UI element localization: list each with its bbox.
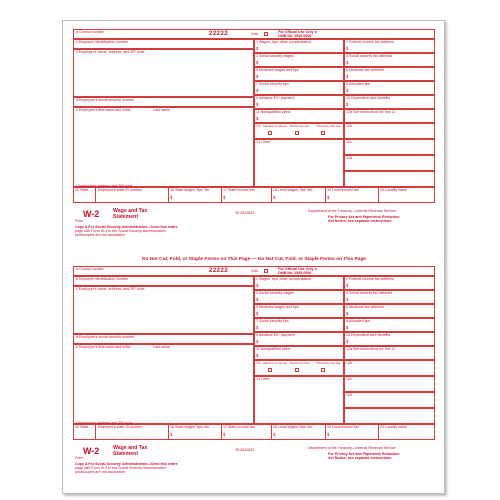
box-20-label: 20 Locality name bbox=[380, 425, 408, 429]
dollar-sign: $ bbox=[256, 74, 259, 79]
box-4-label: 4 Social security tax withheld bbox=[346, 291, 393, 295]
box-12a-label: 12a See instructions for box 12 bbox=[346, 110, 396, 114]
form-catalog-number: 39-2610822 bbox=[235, 211, 255, 215]
dollar-sign: $ bbox=[327, 195, 330, 200]
dollar-sign: $ bbox=[346, 283, 349, 288]
box-12d-label: 12d bbox=[346, 156, 352, 160]
divider bbox=[325, 187, 326, 203]
box-18-label: 18 Local wages, tips, etc. bbox=[273, 188, 314, 192]
dollar-sign: $ bbox=[346, 60, 349, 65]
retirement-checkbox[interactable] bbox=[295, 368, 299, 372]
form-catalog-number: 39-2610822 bbox=[235, 448, 255, 452]
box-8-label: 8 Allocated tips bbox=[346, 319, 371, 323]
box-13-sickpay-label: Third-party sick pay bbox=[316, 124, 341, 128]
box-3-label: 3 Social security wages bbox=[256, 291, 294, 295]
divider bbox=[378, 187, 379, 203]
do-not-cut-notice: Do Not Cut, Fold, or Staple Forms on This Page — Do Not Cut, Fold, or Staple Forms on This Page bbox=[142, 257, 366, 262]
dollar-sign: $ bbox=[223, 432, 226, 437]
box-12d[interactable] bbox=[344, 392, 435, 408]
copy-a-line2: page with Form W-3 to the Social Security Administration; bbox=[75, 466, 167, 470]
privacy-notice-line1: For Privacy Act and Paperwork Reduction bbox=[328, 452, 400, 456]
box-5-label: 5 Medicare wages and tips bbox=[256, 305, 299, 309]
divider bbox=[271, 424, 272, 440]
box-12c[interactable] bbox=[344, 376, 435, 392]
box-10-label: 10 Dependent care benefits bbox=[346, 333, 391, 337]
copy-a-line3: photocopies are not acceptable. bbox=[75, 233, 126, 237]
box-1-label: 1 Wages, tips, other compensation bbox=[256, 40, 312, 44]
box-12c[interactable] bbox=[344, 139, 435, 155]
box-18-label: 18 Local wages, tips, etc. bbox=[273, 425, 314, 429]
box-12c-label: 12c bbox=[346, 140, 352, 144]
box-13-statutory-label: Statutory employee bbox=[263, 124, 288, 128]
dollar-sign: $ bbox=[223, 195, 226, 200]
dollar-sign: $ bbox=[256, 339, 259, 344]
box-12b-label: 12b bbox=[346, 361, 352, 365]
box-6-label: 6 Medicare tax withheld bbox=[346, 68, 384, 72]
sickpay-checkbox[interactable] bbox=[321, 131, 325, 135]
box-16-label: 16 State wages, tips, etc. bbox=[170, 425, 211, 429]
box-20-label: 20 Locality name bbox=[380, 188, 408, 192]
box-13-retirement-label: Retirement plan bbox=[290, 361, 310, 365]
box-e[interactable] bbox=[73, 107, 254, 187]
dollar-sign: $ bbox=[256, 325, 259, 330]
dollar-sign: $ bbox=[256, 102, 259, 107]
w2-sheet bbox=[62, 20, 445, 494]
box-14-label: 14 Other bbox=[256, 377, 270, 381]
official-use-label: For Official Use Only ► bbox=[278, 267, 319, 271]
statutory-checkbox[interactable] bbox=[268, 368, 272, 372]
box-15-state-id-label: Employer's state ID number bbox=[98, 188, 143, 192]
form-code: 22222 bbox=[209, 268, 229, 274]
dollar-sign: $ bbox=[346, 297, 349, 302]
dollar-sign: $ bbox=[256, 60, 259, 65]
box-c-label: c Employer's name, address, and ZIP code bbox=[76, 287, 145, 291]
box-e-label: e Employee's first name and initial bbox=[76, 345, 131, 349]
box-12d-label: 12d bbox=[346, 393, 352, 397]
divider bbox=[95, 187, 96, 203]
box-e[interactable] bbox=[73, 344, 254, 424]
box-a-label: a Control number bbox=[76, 267, 104, 271]
omb-number: OMB No. 1545-0008 bbox=[278, 34, 312, 38]
divider bbox=[271, 187, 272, 203]
dollar-sign: $ bbox=[346, 88, 349, 93]
form-label: Form bbox=[75, 456, 84, 460]
divider bbox=[221, 424, 222, 440]
dollar-sign: $ bbox=[346, 102, 349, 107]
privacy-notice-line1: For Privacy Act and Paperwork Reduction bbox=[328, 215, 400, 219]
box-14-label: 14 Other bbox=[256, 140, 270, 144]
void-checkbox[interactable] bbox=[264, 32, 268, 36]
box-15-label: 15 State bbox=[75, 425, 89, 429]
box-9-label: 9 Advance EIC payment bbox=[256, 96, 295, 100]
divider bbox=[95, 424, 96, 440]
form-title-line1: Wage and Tax bbox=[113, 445, 148, 451]
form-code: 22222 bbox=[209, 31, 229, 37]
box-c-label: c Employer's name, address, and ZIP code bbox=[76, 50, 145, 54]
divider bbox=[168, 424, 169, 440]
form-title-line2: Statement bbox=[113, 214, 139, 220]
privacy-notice-line2: Act Notice, see separate instructions. bbox=[328, 456, 393, 460]
dollar-sign: $ bbox=[170, 432, 173, 437]
box-3-label: 3 Social security wages bbox=[256, 54, 294, 58]
divider bbox=[378, 424, 379, 440]
box-10-label: 10 Dependent care benefits bbox=[346, 96, 391, 100]
box-16-label: 16 State wages, tips, etc. bbox=[170, 188, 211, 192]
box-2-label: 2 Federal income tax withheld bbox=[346, 40, 394, 44]
box-13-statutory-label: Statutory employee bbox=[263, 361, 288, 365]
void-label: Void bbox=[251, 32, 258, 36]
box-11-label: 11 Nonqualified plans bbox=[256, 110, 291, 114]
dollar-sign: $ bbox=[327, 432, 330, 437]
dollar-sign: $ bbox=[170, 195, 173, 200]
divider bbox=[221, 187, 222, 203]
box-11-label: 11 Nonqualified plans bbox=[256, 347, 291, 351]
last-name-label: Last name bbox=[153, 108, 170, 112]
dollar-sign: $ bbox=[273, 432, 276, 437]
copy-a-line3: photocopies are not acceptable. bbox=[75, 470, 126, 474]
dollar-sign: $ bbox=[256, 297, 259, 302]
form-number: W-2 bbox=[83, 446, 100, 456]
box-17-label: 17 State income tax bbox=[223, 188, 255, 192]
box-12a-label: 12a See instructions for box 12 bbox=[346, 347, 396, 351]
statutory-checkbox[interactable] bbox=[268, 131, 272, 135]
dollar-sign: $ bbox=[256, 311, 259, 316]
box-13-retirement-label: Retirement plan bbox=[290, 124, 310, 128]
box-b-label: b Employer identification number bbox=[76, 277, 129, 281]
void-label: Void bbox=[251, 269, 258, 273]
box-5-label: 5 Medicare wages and tips bbox=[256, 68, 299, 72]
void-checkbox[interactable] bbox=[264, 269, 268, 273]
privacy-notice-line2: Act Notice, see separate instructions. bbox=[328, 219, 393, 223]
box-13-label: 13 bbox=[256, 361, 260, 365]
dollar-sign: $ bbox=[256, 46, 259, 51]
box-15-state-id-label: Employer's state ID number bbox=[98, 425, 143, 429]
box-8-label: 8 Allocated tips bbox=[346, 82, 371, 86]
copy-a-line1: Copy A For Social Security Administration—Send this entire bbox=[75, 225, 178, 229]
box-f-label: f Employee's address and ZIP code bbox=[76, 421, 133, 425]
box-19-label: 19 Local income tax bbox=[327, 425, 359, 429]
box-2-label: 2 Federal income tax withheld bbox=[346, 277, 394, 281]
box-7-label: 7 Social security tips bbox=[256, 319, 289, 323]
department-label: Department of the Treasury—Internal Revenue Service bbox=[308, 446, 396, 450]
box-6-label: 6 Medicare tax withheld bbox=[346, 305, 384, 309]
copy-a-line2: page with Form W-3 to the Social Security Administration; bbox=[75, 229, 167, 233]
box-c[interactable] bbox=[73, 286, 254, 334]
box-1-label: 1 Wages, tips, other compensation bbox=[256, 277, 312, 281]
dollar-sign: $ bbox=[256, 116, 259, 121]
box-19-label: 19 Local income tax bbox=[327, 188, 359, 192]
box-c[interactable] bbox=[73, 49, 254, 97]
form-number: W-2 bbox=[83, 209, 100, 219]
box-12-spare bbox=[344, 408, 435, 424]
box-f-label: f Employee's address and ZIP code bbox=[76, 184, 133, 188]
box-12b-label: 12b bbox=[346, 124, 352, 128]
box-12d[interactable] bbox=[344, 155, 435, 171]
form-label: Form bbox=[75, 219, 84, 223]
dollar-sign: $ bbox=[346, 311, 349, 316]
omb-number: OMB No. 1545-0008 bbox=[278, 271, 312, 275]
box-13-label: 13 bbox=[256, 124, 260, 128]
box-d-label: d Employee's social security number bbox=[76, 335, 135, 339]
box-14[interactable] bbox=[254, 139, 344, 187]
dollar-sign: $ bbox=[256, 353, 259, 358]
box-12b[interactable] bbox=[344, 360, 435, 376]
form-title-line1: Wage and Tax bbox=[113, 208, 148, 214]
dollar-sign: $ bbox=[346, 74, 349, 79]
dollar-sign: $ bbox=[256, 283, 259, 288]
box-14[interactable] bbox=[254, 376, 344, 424]
box-b-label: b Employer identification number bbox=[76, 40, 129, 44]
box-12c-label: 12c bbox=[346, 377, 352, 381]
form-title-line2: Statement bbox=[113, 451, 139, 457]
dollar-sign: $ bbox=[346, 325, 349, 330]
official-use-label: For Official Use Only ► bbox=[278, 30, 319, 34]
box-13-sickpay-label: Third-party sick pay bbox=[316, 361, 341, 365]
copy-a-line1: Copy A For Social Security Administration—Send this entire bbox=[75, 462, 178, 466]
divider bbox=[168, 187, 169, 203]
dollar-sign: $ bbox=[256, 88, 259, 93]
box-a-label: a Control number bbox=[76, 30, 104, 34]
box-4-label: 4 Social security tax withheld bbox=[346, 54, 393, 58]
box-17-label: 17 State income tax bbox=[223, 425, 255, 429]
sickpay-checkbox[interactable] bbox=[321, 368, 325, 372]
retirement-checkbox[interactable] bbox=[295, 131, 299, 135]
box-9-label: 9 Advance EIC payment bbox=[256, 333, 295, 337]
box-e-label: e Employee's first name and initial bbox=[76, 108, 131, 112]
dollar-sign: $ bbox=[346, 339, 349, 344]
box-7-label: 7 Social security tips bbox=[256, 82, 289, 86]
dollar-sign: $ bbox=[346, 46, 349, 51]
box-12-spare bbox=[344, 171, 435, 187]
box-15-label: 15 State bbox=[75, 188, 89, 192]
box-d-label: d Employee's social security number bbox=[76, 98, 135, 102]
last-name-label: Last name bbox=[153, 345, 170, 349]
dollar-sign: $ bbox=[273, 195, 276, 200]
department-label: Department of the Treasury—Internal Revenue Service bbox=[308, 209, 396, 213]
divider bbox=[325, 424, 326, 440]
box-12b[interactable] bbox=[344, 123, 435, 139]
